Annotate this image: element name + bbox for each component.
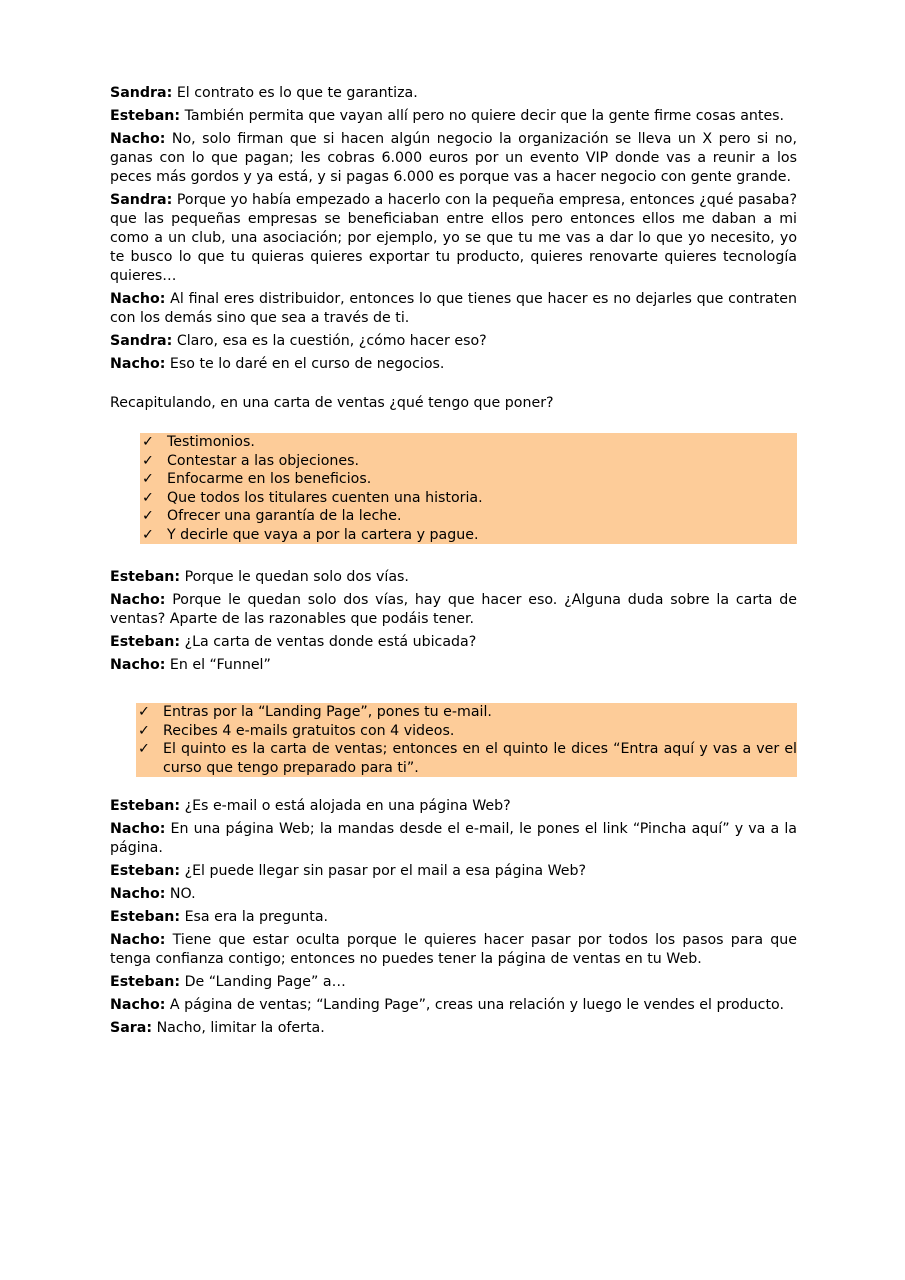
dialogue-text: Eso te lo daré en el curso de negocios. (169, 356, 445, 372)
recap-question: Recapitulando, en una carta de ventas ¿qué tengo que poner? (110, 395, 554, 411)
dialogue-line (110, 820, 797, 858)
dialogue-line (110, 862, 797, 881)
dialogue-line (110, 130, 797, 187)
checkmark-icon: ✓ (142, 508, 154, 524)
speaker-name: Nacho: (110, 886, 166, 902)
dialogue-text: En una página Web; la mandas desde el e-mail, le pones el link “Pincha aquí” y va a la página. (110, 821, 797, 856)
dialogue-line (110, 591, 797, 629)
checkmark-icon: ✓ (138, 722, 150, 739)
speaker-name: Nacho: (110, 592, 166, 608)
dialogue-text: De “Landing Page” a… (184, 974, 346, 990)
checkmark-icon: ✓ (138, 741, 150, 757)
document-page (110, 84, 797, 1042)
checklist-item-text: Contestar a las objeciones. (167, 452, 360, 469)
dialogue-text: Al final eres distribuidor, entonces lo que tienes que hacer es no dejarles que contraten con los demás sino que sea a través de ti. (110, 291, 797, 326)
checklist-item (140, 433, 797, 452)
dialogue-text: ¿La carta de ventas donde está ubicada? (184, 634, 477, 650)
speaker-name: Esteban: (110, 863, 181, 879)
sales-letter-checklist (140, 433, 797, 544)
checklist-item-text: Que todos los titulares cuenten una historia. (167, 489, 483, 506)
dialogue-line (110, 107, 797, 126)
dialogue-block-3 (110, 797, 797, 1038)
checklist-item (136, 740, 797, 777)
dialogue-text: Esa era la pregunta. (184, 909, 329, 925)
dialogue-line (110, 973, 797, 992)
checklist-item-text: Testimonios. (167, 434, 255, 450)
checklist-item-text: Y decirle que vaya a por la cartera y pague. (167, 526, 479, 543)
checklist-item (140, 526, 797, 545)
dialogue-line (110, 1019, 797, 1038)
speaker-name: Esteban: (110, 798, 181, 814)
checklist-item (140, 470, 797, 489)
dialogue-line (110, 290, 797, 328)
speaker-name: Sara: (110, 1020, 153, 1036)
speaker-name: Nacho: (110, 131, 166, 147)
checklist-item-text: Entras por la “Landing Page”, pones tu e-mail. (163, 704, 492, 720)
dialogue-text: En el “Funnel” (169, 657, 271, 673)
dialogue-block-2 (110, 568, 797, 675)
checkmark-icon: ✓ (142, 471, 154, 487)
speaker-name: Nacho: (110, 932, 166, 948)
speaker-name: Nacho: (110, 821, 166, 837)
dialogue-line (110, 797, 797, 816)
speaker-name: Sandra: (110, 192, 173, 208)
checkmark-icon: ✓ (142, 434, 154, 450)
dialogue-text: También permita que vayan allí pero no quiere decir que la gente firme cosas antes. (184, 108, 785, 124)
dialogue-block-1 (110, 84, 797, 374)
funnel-steps-checklist (136, 703, 797, 777)
dialogue-text: No, solo firman que si hacen algún negocio la organización se lleva un X pero si no, ganas con lo que pagan; les cobras 6.000 euros por un evento VIP donde vas a reunir a los peces más gordos y ya está, y si pagas 6.000 es porque vas a hacer negocio con gente grande. (110, 131, 798, 185)
speaker-name: Esteban: (110, 634, 181, 650)
dialogue-text: Porque le quedan solo dos vías. (184, 569, 409, 585)
checklist-item (140, 452, 797, 471)
speaker-name: Sandra: (110, 333, 173, 349)
checklist-item (140, 489, 797, 508)
speaker-name: Nacho: (110, 657, 166, 673)
dialogue-line (110, 656, 797, 675)
dialogue-text: Porque yo había empezado a hacerlo con la pequeña empresa, entonces ¿qué pasaba? que las pequeñas empresas se beneficiaban entre ellos pero entonces ellos me daban a mi como a un club, una asociación; por ejemplo, yo se que tu me vas a dar lo que yo necesito, yo te busco lo que tu quieras quieres exportar tu producto, quieres renovarte quieres tecnología quieres… (110, 192, 797, 284)
checklist-item-text: Recibes 4 e-mails gratuitos con 4 videos. (163, 722, 455, 739)
checklist-item-text: Enfocarme en los beneficios. (167, 471, 372, 487)
speaker-name: Nacho: (110, 356, 166, 372)
speaker-name: Esteban: (110, 974, 181, 990)
dialogue-line (110, 908, 797, 927)
dialogue-text: ¿El puede llegar sin pasar por el mail a esa página Web? (184, 863, 587, 879)
dialogue-text: NO. (169, 886, 196, 902)
checklist-item (136, 722, 797, 741)
dialogue-text: Claro, esa es la cuestión, ¿cómo hacer eso? (176, 333, 487, 349)
dialogue-text: Porque le quedan solo dos vías, hay que hacer eso. ¿Alguna duda sobre la carta de ventas? Aparte de las razonables que podáis tener. (110, 592, 797, 627)
dialogue-line (110, 84, 797, 103)
checklist-item (140, 507, 797, 526)
dialogue-line (110, 996, 797, 1015)
speaker-name: Nacho: (110, 997, 166, 1013)
checkmark-icon: ✓ (142, 452, 154, 469)
dialogue-text: A página de ventas; “Landing Page”, creas una relación y luego le vendes el producto. (169, 997, 784, 1013)
checklist-item (136, 703, 797, 722)
dialogue-text: Nacho, limitar la oferta. (156, 1020, 325, 1036)
speaker-name: Esteban: (110, 108, 181, 124)
dialogue-line (110, 633, 797, 652)
checkmark-icon: ✓ (142, 526, 154, 543)
dialogue-line (110, 191, 797, 286)
dialogue-line (110, 568, 797, 587)
checklist-item-text: Ofrecer una garantía de la leche. (167, 508, 402, 524)
speaker-name: Sandra: (110, 85, 173, 101)
dialogue-line (110, 885, 797, 904)
dialogue-text: El contrato es lo que te garantiza. (176, 85, 418, 101)
dialogue-text: Tiene que estar oculta porque le quieres hacer pasar por todos los pasos para que tenga confianza contigo; entonces no puedes tener la página de ventas en tu Web. (110, 932, 797, 967)
checkmark-icon: ✓ (142, 489, 154, 506)
dialogue-line (110, 332, 797, 351)
dialogue-line (110, 355, 797, 374)
speaker-name: Esteban: (110, 909, 181, 925)
checkmark-icon: ✓ (138, 704, 150, 720)
checklist-item-text: El quinto es la carta de ventas; entonces en el quinto le dices “Entra aquí y vas a ver el curso que tengo preparado para ti”. (163, 741, 797, 776)
dialogue-line (110, 931, 797, 969)
speaker-name: Esteban: (110, 569, 181, 585)
speaker-name: Nacho: (110, 291, 166, 307)
dialogue-text: ¿Es e-mail o está alojada en una página Web? (184, 798, 511, 814)
